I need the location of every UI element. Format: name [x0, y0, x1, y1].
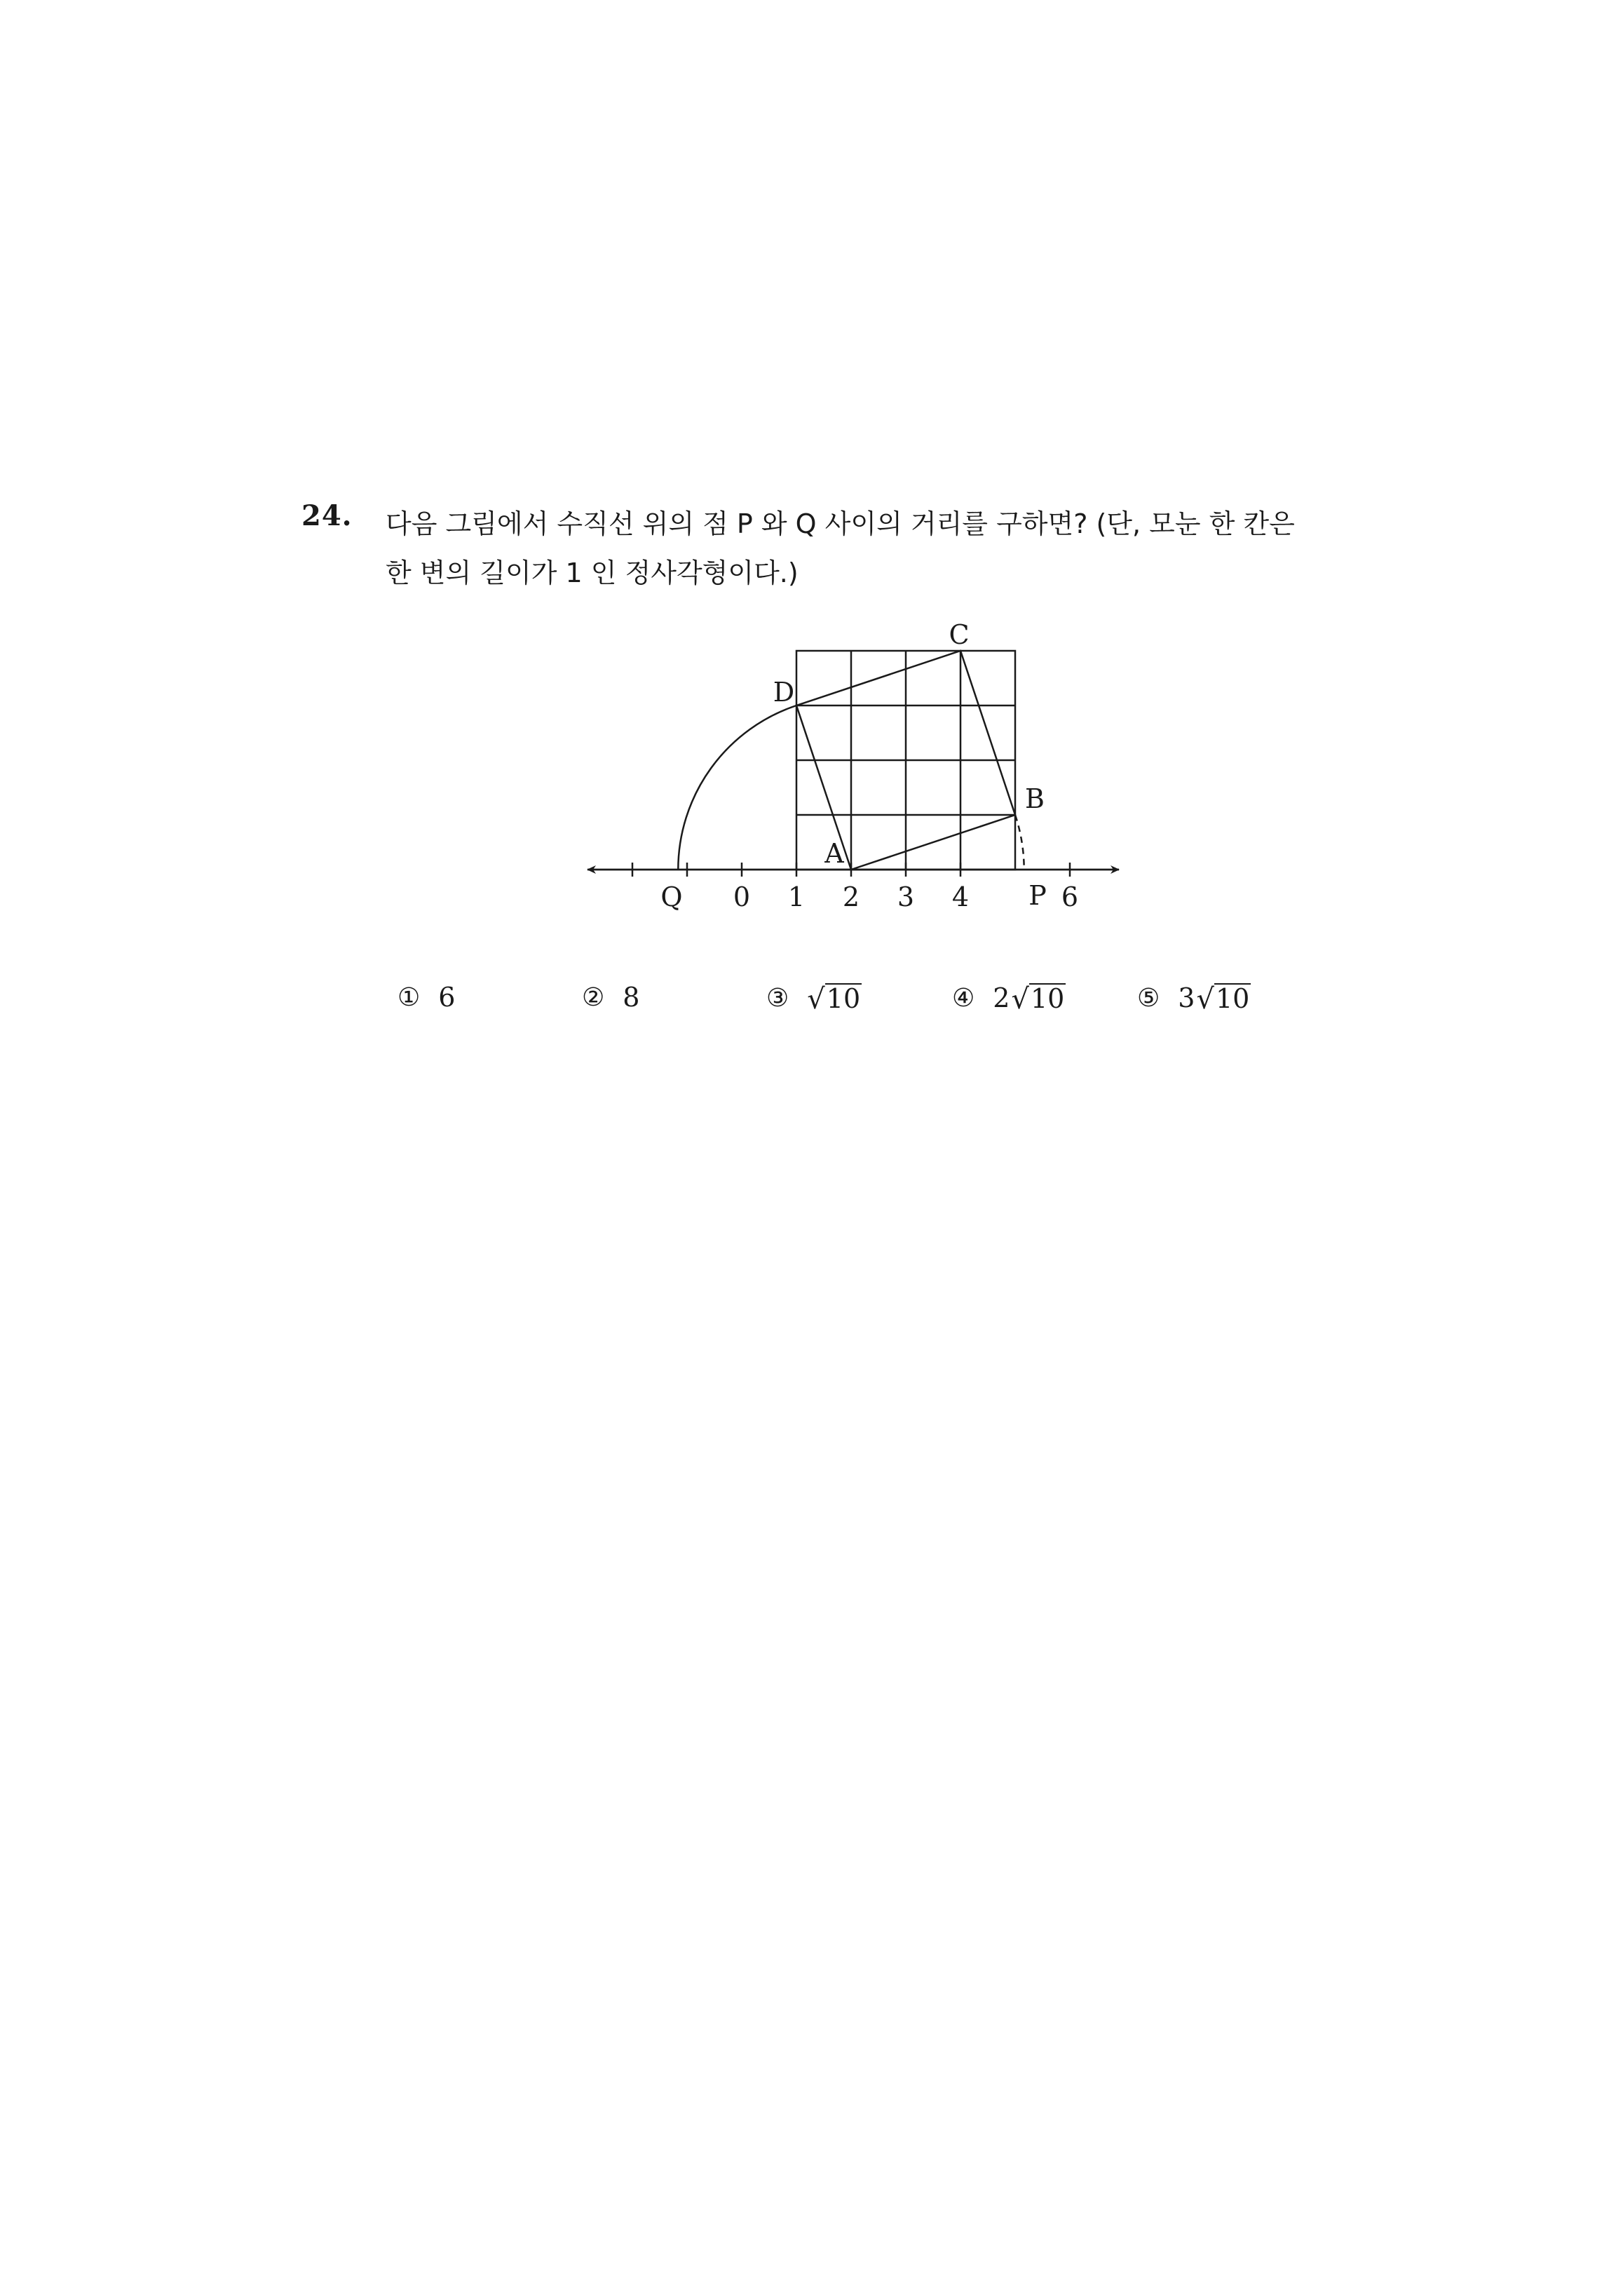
choice-3[interactable]: [766, 982, 862, 1014]
point-label-b: B: [1025, 783, 1045, 814]
question-line-1: 다음 그림에서 수직선 위의 점 P 와 Q 사이의 거리를 구하면? (단, 모눈 한 칸은: [386, 508, 1295, 539]
sqrt-symbol: √: [1196, 983, 1214, 1015]
tick-label: 3: [897, 882, 915, 912]
choice-5[interactable]: [1137, 982, 1251, 1014]
tick-label: 1: [787, 882, 806, 912]
point-label-p: P: [1028, 880, 1047, 911]
tick-label: 4: [951, 882, 970, 912]
geometry-figure: [0, 0, 1623, 982]
radicand: 10: [1215, 983, 1250, 1014]
question-number: 24.: [301, 499, 353, 532]
arc-d-to-q: [678, 705, 796, 870]
choice-marker: ②: [582, 982, 605, 1012]
choice-4[interactable]: [952, 982, 1066, 1014]
choice-value: 8: [623, 982, 640, 1013]
tick-label: 6: [1061, 882, 1079, 912]
choice-marker: ④: [952, 983, 975, 1013]
question-line-2: 한 변의 길이가 1 인 정사각형이다.): [386, 558, 799, 588]
grid: [796, 651, 1015, 870]
point-label-c: C: [949, 619, 970, 650]
radicand: 10: [1030, 983, 1065, 1014]
point-label-q: Q: [660, 882, 683, 912]
choice-value: 6: [438, 982, 456, 1013]
choice-marker: ③: [766, 983, 789, 1013]
choice-2[interactable]: [582, 982, 639, 1013]
point-label-a: A: [824, 838, 844, 869]
answer-choices: [0, 982, 1623, 1038]
choice-1[interactable]: [398, 982, 455, 1013]
sqrt-symbol: √: [807, 983, 825, 1015]
point-label-d: D: [773, 677, 795, 708]
arc-b-to-p: [1015, 815, 1024, 870]
radicand: 10: [826, 983, 861, 1014]
choice-marker: ①: [398, 982, 421, 1012]
coefficient: 3: [1178, 982, 1195, 1013]
sqrt-symbol: √: [1011, 983, 1029, 1015]
tick-label: 2: [842, 882, 860, 912]
choice-marker: ⑤: [1137, 983, 1160, 1013]
coefficient: 2: [993, 982, 1010, 1013]
tick-label: 0: [733, 882, 751, 912]
